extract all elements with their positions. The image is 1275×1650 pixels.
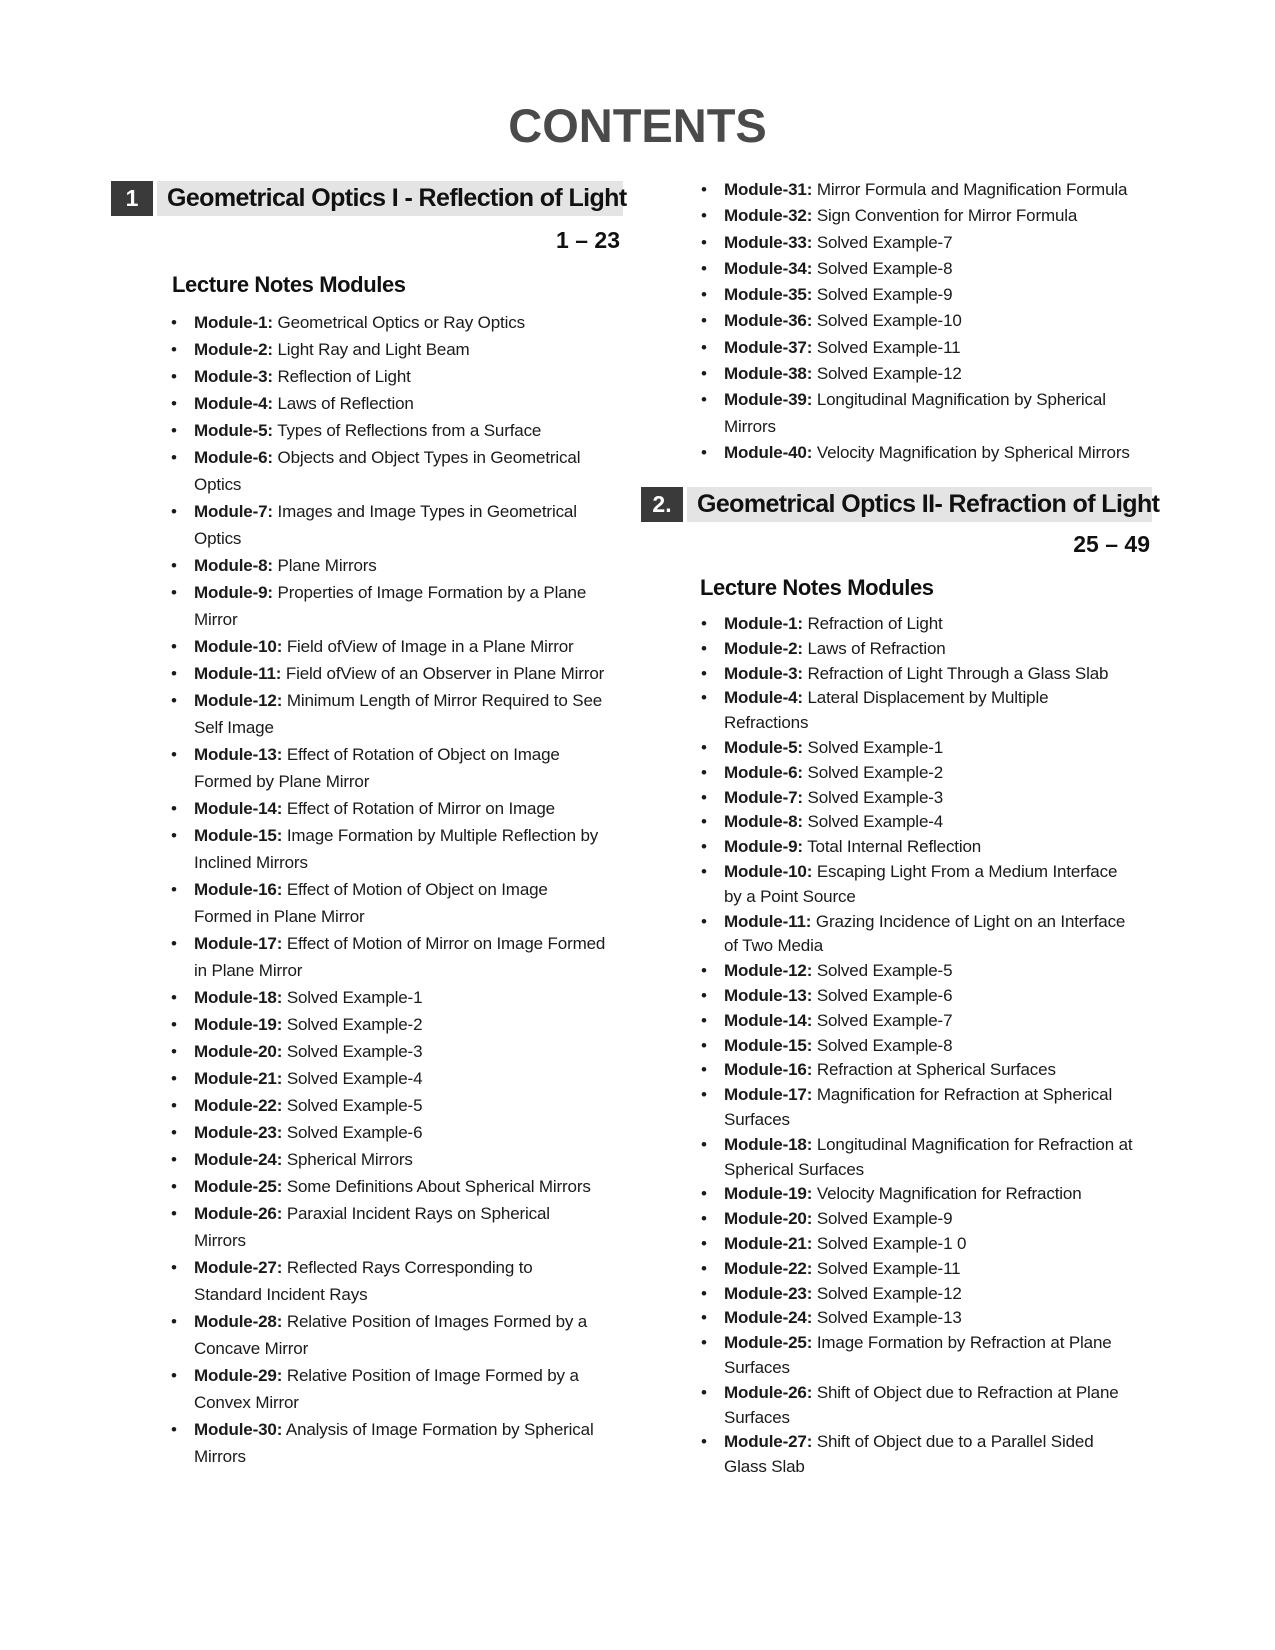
module-title: Solved Example-2 — [807, 762, 944, 782]
module-item — [173, 984, 633, 1011]
module-item — [703, 282, 1163, 308]
module-title: Solved Example-2 — [286, 1015, 423, 1034]
module-title: Solved Example-11 — [816, 1258, 961, 1278]
module-title: Some Definitions About Spherical Mirrors — [286, 1177, 591, 1196]
module-title: Types of Reflections from a Surface — [277, 421, 542, 440]
module-label: Module-25: — [194, 1177, 283, 1196]
module-title: Magnification for Refraction at Spherical Surfaces — [724, 1085, 1113, 1129]
module-title: Solved Example-1 — [286, 988, 423, 1007]
module-title: Analysis of Image Formation by Spherical Mirrors — [194, 1420, 594, 1466]
module-item — [703, 910, 1163, 960]
module-title: Refraction of Light — [807, 614, 943, 633]
module-label: Module-10: — [194, 637, 283, 656]
chapter-2-header — [641, 487, 1160, 522]
module-label: Module-26: — [724, 1382, 813, 1402]
module-item — [703, 1058, 1163, 1083]
module-item — [703, 786, 1163, 811]
module-title: Escaping Light From a Medium Interface by a Point Source — [724, 861, 1118, 906]
module-item — [173, 687, 633, 741]
module-title: Velocity Magnification by Spherical Mirrors — [816, 442, 1130, 462]
module-item — [703, 860, 1163, 910]
module-label: Module-40: — [724, 442, 813, 462]
module-label: Module-20: — [194, 1042, 283, 1061]
module-label: Module-13: — [194, 745, 283, 764]
module-title: Field ofView of Image in a Plane Mirror — [286, 637, 574, 656]
module-label: Module-12: — [724, 961, 813, 981]
module-label: Module-17: — [194, 934, 283, 953]
module-label: Module-26: — [194, 1204, 283, 1223]
module-title: Minimum Length of Mirror Required to See Self Image — [194, 691, 603, 737]
chapter-1-module-list — [173, 309, 633, 1470]
module-label: Module-32: — [724, 206, 813, 226]
module-item — [703, 1306, 1163, 1331]
module-item — [703, 835, 1163, 860]
module-item — [173, 930, 633, 984]
chapter-2-pages: 25 – 49 — [1073, 531, 1150, 557]
module-label: Module-1: — [724, 614, 803, 633]
module-title: Reflection of Light — [277, 367, 411, 386]
module-item — [173, 1362, 633, 1416]
module-title: Solved Example-5 — [816, 961, 953, 981]
module-item — [703, 1009, 1163, 1034]
module-title: Refraction of Light Through a Glass Slab — [807, 663, 1109, 683]
module-label: Module-29: — [194, 1366, 283, 1385]
module-label: Module-2: — [194, 340, 273, 359]
module-title: Effect of Motion of Mirror on Image Formed in Plane Mirror — [194, 934, 606, 980]
module-label: Module-25: — [724, 1333, 813, 1353]
module-label: Module-2: — [724, 638, 803, 658]
module-label: Module-3: — [724, 663, 803, 683]
module-title: Properties of Image Formation by a Plane Mirror — [194, 583, 587, 629]
module-label: Module-21: — [194, 1069, 283, 1088]
module-title: Solved Example-4 — [807, 812, 944, 832]
module-label: Module-6: — [724, 762, 803, 782]
module-title: Solved Example-5 — [286, 1096, 423, 1115]
module-item — [703, 736, 1163, 761]
module-label: Module-9: — [194, 583, 273, 602]
module-title: Laws of Refraction — [807, 638, 946, 658]
module-item — [173, 741, 633, 795]
module-title: Solved Example-8 — [816, 1035, 953, 1055]
module-label: Module-38: — [724, 364, 813, 384]
module-label: Module-34: — [724, 258, 813, 278]
module-item — [703, 203, 1163, 229]
module-label: Module-36: — [724, 311, 813, 331]
module-label: Module-20: — [724, 1209, 813, 1229]
module-item — [703, 335, 1163, 361]
module-title: Solved Example-12 — [816, 364, 962, 384]
module-title: Paraxial Incident Rays on Spherical Mirrors — [194, 1204, 550, 1250]
module-item — [173, 822, 633, 876]
module-label: Module-7: — [194, 502, 273, 521]
module-item — [703, 1083, 1163, 1133]
module-title: Solved Example-12 — [816, 1283, 962, 1303]
module-label: Module-19: — [724, 1184, 813, 1204]
module-label: Module-11: — [724, 911, 812, 931]
chapter-1-header — [111, 181, 627, 216]
module-label: Module-1: — [194, 313, 273, 332]
module-label: Module-21: — [724, 1233, 813, 1253]
module-label: Module-14: — [194, 799, 283, 818]
module-item — [173, 1119, 633, 1146]
module-item — [703, 1133, 1163, 1183]
page-title: CONTENTS — [508, 99, 767, 152]
module-label: Module-33: — [724, 232, 813, 252]
module-label: Module-15: — [724, 1035, 813, 1055]
module-title: Objects and Object Types in Geometrical Optics — [194, 448, 581, 494]
module-label: Module-19: — [194, 1015, 283, 1034]
module-label: Module-8: — [194, 556, 273, 575]
module-item — [703, 1232, 1163, 1257]
module-title: Solved Example-7 — [816, 1010, 953, 1030]
module-item — [703, 177, 1163, 203]
module-item — [173, 444, 633, 498]
module-title: Spherical Mirrors — [286, 1150, 413, 1169]
module-title: Solved Example-9 — [816, 1209, 953, 1229]
chapter-2-module-list — [703, 612, 1163, 1480]
module-item — [703, 387, 1163, 440]
chapter-1-number: 1 — [111, 181, 153, 216]
module-title: Solved Example-9 — [816, 285, 953, 305]
module-label: Module-16: — [724, 1060, 813, 1080]
module-title: Relative Position of Images Formed by a Concave Mirror — [194, 1312, 588, 1358]
module-label: Module-6: — [194, 448, 273, 467]
module-label: Module-39: — [724, 390, 813, 410]
module-title: Shift of Object due to Refraction at Plane Surfaces — [724, 1382, 1119, 1427]
module-title: Effect of Motion of Object on Image Formed in Plane Mirror — [194, 880, 548, 926]
module-item — [703, 984, 1163, 1009]
module-label: Module-17: — [724, 1085, 813, 1105]
module-title: Solved Example-3 — [807, 787, 944, 807]
module-label: Module-4: — [724, 688, 803, 708]
module-title: Geometrical Optics or Ray Optics — [277, 313, 525, 332]
module-label: Module-3: — [194, 367, 273, 386]
module-item — [173, 1416, 633, 1470]
module-item — [703, 1331, 1163, 1381]
module-item — [703, 256, 1163, 282]
module-item — [703, 308, 1163, 334]
module-label: Module-7: — [724, 787, 803, 807]
module-label: Module-27: — [194, 1258, 283, 1277]
module-title: Effect of Rotation of Mirror on Image — [286, 799, 555, 818]
module-label: Module-35: — [724, 285, 813, 305]
module-item — [173, 336, 633, 363]
module-item — [703, 761, 1163, 786]
module-item — [173, 363, 633, 390]
module-item — [173, 1308, 633, 1362]
module-title: Longitudinal Magnification for Refraction at Spherical Surfaces — [724, 1134, 1133, 1179]
module-item — [703, 662, 1163, 687]
chapter-1-pages: 1 – 23 — [556, 227, 620, 253]
module-label: Module-11: — [194, 664, 282, 683]
module-label: Module-37: — [724, 337, 813, 357]
module-item — [173, 579, 633, 633]
chapter-2-title: Geometrical Optics II- Refraction of Light — [687, 487, 1152, 522]
module-label: Module-14: — [724, 1010, 813, 1030]
module-item — [703, 959, 1163, 984]
chapter-1-title: Geometrical Optics I - Reflection of Light — [157, 181, 623, 216]
module-title: Solved Example-8 — [816, 258, 953, 278]
module-title: Velocity Magnification for Refraction — [816, 1184, 1082, 1204]
module-item — [173, 660, 633, 687]
module-title: Solved Example-3 — [286, 1042, 423, 1061]
chapter-2-number: 2. — [641, 487, 683, 522]
module-title: Grazing Incidence of Light on an Interface of Two Media — [724, 911, 1126, 956]
module-item — [703, 810, 1163, 835]
module-item — [703, 1207, 1163, 1232]
module-title: Shift of Object due to a Parallel Sided Glass Slab — [724, 1432, 1094, 1477]
module-label: Module-4: — [194, 394, 273, 413]
module-title: Solved Example-10 — [816, 311, 962, 331]
module-item — [173, 1146, 633, 1173]
module-item — [173, 1038, 633, 1065]
module-title: Solved Example-13 — [816, 1308, 962, 1328]
module-item — [703, 361, 1163, 387]
module-item — [703, 230, 1163, 256]
module-item — [703, 1430, 1163, 1480]
module-label: Module-18: — [724, 1134, 813, 1154]
module-item — [703, 1257, 1163, 1282]
module-title: Solved Example-7 — [816, 232, 953, 252]
module-item — [703, 440, 1163, 466]
module-item — [173, 795, 633, 822]
module-label: Module-28: — [194, 1312, 283, 1331]
module-label: Module-18: — [194, 988, 283, 1007]
module-title: Light Ray and Light Beam — [277, 340, 470, 359]
module-label: Module-13: — [724, 985, 813, 1005]
module-title: Sign Convention for Mirror Formula — [816, 206, 1078, 226]
module-title: Image Formation by Multiple Reflection by Inclined Mirrors — [194, 826, 599, 872]
module-label: Module-24: — [194, 1150, 283, 1169]
module-item — [703, 1034, 1163, 1059]
chapter-1-section-heading: Lecture Notes Modules — [172, 272, 406, 297]
module-item — [703, 1282, 1163, 1307]
module-title: Solved Example-11 — [816, 337, 961, 357]
module-item — [703, 1182, 1163, 1207]
module-label: Module-15: — [194, 826, 283, 845]
module-label: Module-22: — [724, 1258, 813, 1278]
module-label: Module-22: — [194, 1096, 283, 1115]
module-label: Module-31: — [724, 180, 813, 199]
module-title: Longitudinal Magnification by Spherical Mirrors — [724, 390, 1106, 436]
module-item — [173, 552, 633, 579]
module-item — [173, 1065, 633, 1092]
module-label: Module-10: — [724, 861, 813, 881]
module-item — [703, 1381, 1163, 1431]
module-item — [173, 633, 633, 660]
module-item — [173, 1254, 633, 1308]
module-title: Field ofView of an Observer in Plane Mirror — [285, 664, 605, 683]
module-title: Relative Position of Image Formed by a Convex Mirror — [194, 1366, 579, 1412]
module-item — [703, 612, 1163, 637]
module-title: Total Internal Reflection — [807, 837, 982, 857]
module-title: Mirror Formula and Magnification Formula — [816, 180, 1128, 199]
module-title: Effect of Rotation of Object on Image Formed by Plane Mirror — [194, 745, 560, 791]
module-title: Solved Example-6 — [286, 1123, 423, 1142]
module-label: Module-5: — [194, 421, 273, 440]
module-label: Module-27: — [724, 1432, 813, 1452]
module-label: Module-30: — [194, 1420, 283, 1439]
module-item — [173, 1200, 633, 1254]
module-title: Reflected Rays Corresponding to Standard Incident Rays — [194, 1258, 533, 1304]
module-label: Module-8: — [724, 812, 803, 832]
chapter-1-module-list-continued — [703, 177, 1163, 466]
module-item — [173, 1173, 633, 1200]
module-title: Lateral Displacement by Multiple Refractions — [724, 688, 1049, 733]
module-item — [703, 637, 1163, 662]
module-item — [173, 498, 633, 552]
module-label: Module-23: — [194, 1123, 283, 1142]
module-title: Solved Example-1 0 — [816, 1233, 967, 1253]
module-label: Module-23: — [724, 1283, 813, 1303]
module-item — [173, 1092, 633, 1119]
module-label: Module-16: — [194, 880, 283, 899]
module-label: Module-9: — [724, 837, 803, 857]
module-label: Module-24: — [724, 1308, 813, 1328]
module-item — [173, 1011, 633, 1038]
module-item — [173, 309, 633, 336]
module-item — [173, 417, 633, 444]
module-label: Module-5: — [724, 737, 803, 757]
module-label: Module-12: — [194, 691, 283, 710]
module-item — [703, 686, 1163, 736]
module-item — [173, 876, 633, 930]
module-title: Images and Image Types in Geometrical Optics — [194, 502, 577, 548]
module-title: Plane Mirrors — [277, 556, 377, 575]
module-title: Refraction at Spherical Surfaces — [816, 1060, 1056, 1080]
module-title: Solved Example-1 — [807, 737, 944, 757]
module-title: Solved Example-4 — [286, 1069, 423, 1088]
module-title: Solved Example-6 — [816, 985, 953, 1005]
module-item — [173, 390, 633, 417]
module-title: Image Formation by Refraction at Plane Surfaces — [724, 1333, 1112, 1377]
module-title: Laws of Reflection — [277, 394, 414, 413]
chapter-2-section-heading: Lecture Notes Modules — [700, 575, 934, 600]
